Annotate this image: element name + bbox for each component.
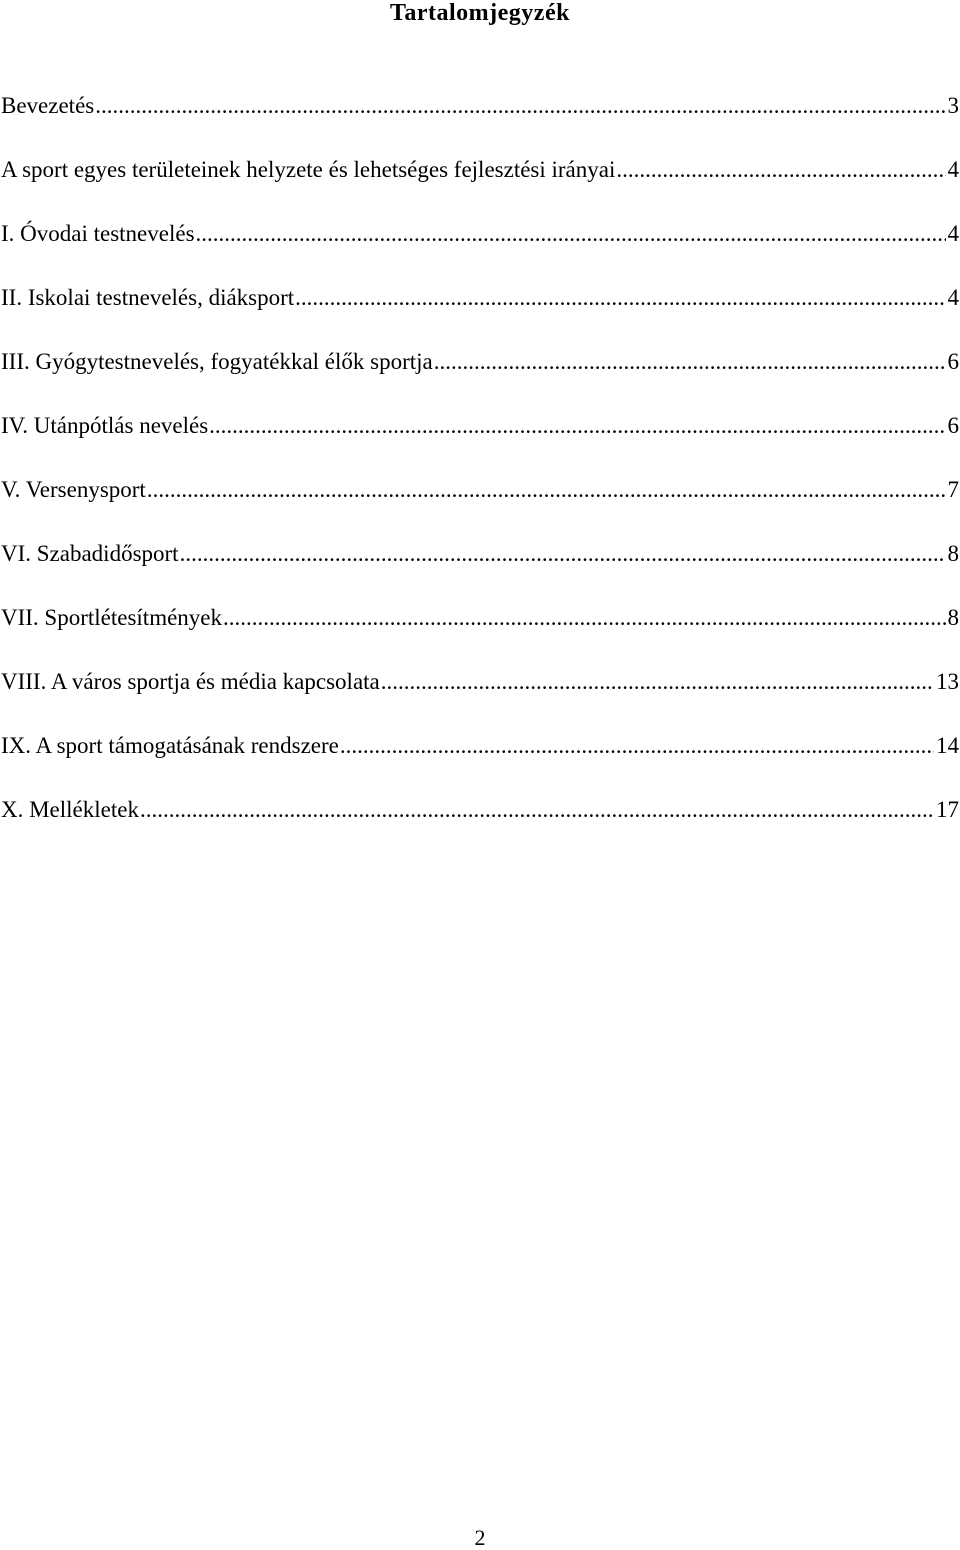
toc-dot-leader <box>434 348 946 376</box>
toc-entry-label: II. Iskolai testnevelés, diáksport <box>1 285 295 310</box>
toc-title: Tartalomjegyzék <box>390 0 570 26</box>
toc-entry-versenysport[interactable] <box>0 476 960 540</box>
toc-entry-ovodai-testneveles[interactable] <box>0 220 960 284</box>
toc-entry-szabadidosport[interactable] <box>0 540 960 604</box>
toc-entry-sportletesitmenyek[interactable] <box>0 604 960 668</box>
toc-entry-iskolai-testneveles[interactable] <box>0 284 960 348</box>
toc-dot-leader <box>223 604 945 632</box>
toc-entry-label: VI. Szabadidősport <box>1 541 179 566</box>
table-of-contents <box>0 92 960 860</box>
toc-entry-label: IX. A sport támogatásának rendszere <box>1 733 339 758</box>
toc-dot-leader <box>616 156 945 184</box>
toc-entry-mellekletek[interactable] <box>0 796 960 860</box>
toc-entry-page: 3 <box>947 93 959 118</box>
toc-dot-leader <box>180 540 946 568</box>
page-number: 2 <box>474 1525 486 1550</box>
toc-entry-page: 4 <box>947 285 959 310</box>
toc-entry-label: X. Mellékletek <box>1 797 139 822</box>
toc-entry-page: 4 <box>947 157 959 182</box>
toc-entry-utanpotlas-neveles[interactable] <box>0 412 960 476</box>
toc-entry-page: 13 <box>936 669 959 694</box>
toc-entry-page: 17 <box>936 797 959 822</box>
toc-entry-label: IV. Utánpótlás nevelés <box>1 413 209 438</box>
toc-entry-page: 4 <box>947 221 959 246</box>
toc-entry-page: 14 <box>936 733 959 758</box>
toc-entry-sport-tamogatasa[interactable] <box>0 732 960 796</box>
toc-dot-leader <box>147 476 946 504</box>
toc-entry-label: VIII. A város sportja és média kapcsolata <box>1 669 380 694</box>
toc-dot-leader <box>381 668 934 696</box>
toc-entry-label: V. Versenysport <box>1 477 146 502</box>
toc-dot-leader <box>295 284 945 312</box>
toc-entry-label: I. Óvodai testnevelés <box>1 221 195 246</box>
toc-dot-leader <box>340 732 934 760</box>
toc-entry-gyogytestneveles[interactable] <box>0 348 960 412</box>
toc-entry-varos-sportja-media[interactable] <box>0 668 960 732</box>
toc-entry-label: III. Gyógytestnevelés, fogyatékkal élők sportja <box>1 349 433 374</box>
toc-entry-page: 7 <box>947 477 959 502</box>
toc-entry-bevezetes[interactable] <box>0 92 960 156</box>
toc-entry-page: 8 <box>947 605 959 630</box>
toc-entry-page: 8 <box>947 541 959 566</box>
toc-dot-leader <box>95 92 945 120</box>
toc-entry-sport-teruletei[interactable] <box>0 156 960 220</box>
toc-dot-leader <box>209 412 945 440</box>
toc-entry-label: A sport egyes területeinek helyzete és lehetséges fejlesztési irányai <box>1 157 616 182</box>
toc-dot-leader <box>196 220 946 248</box>
toc-entry-page: 6 <box>947 413 959 438</box>
toc-entry-label: Bevezetés <box>1 93 95 118</box>
toc-dot-leader <box>140 796 934 824</box>
toc-entry-label: VII. Sportlétesítmények <box>1 605 223 630</box>
toc-entry-page: 6 <box>947 349 959 374</box>
